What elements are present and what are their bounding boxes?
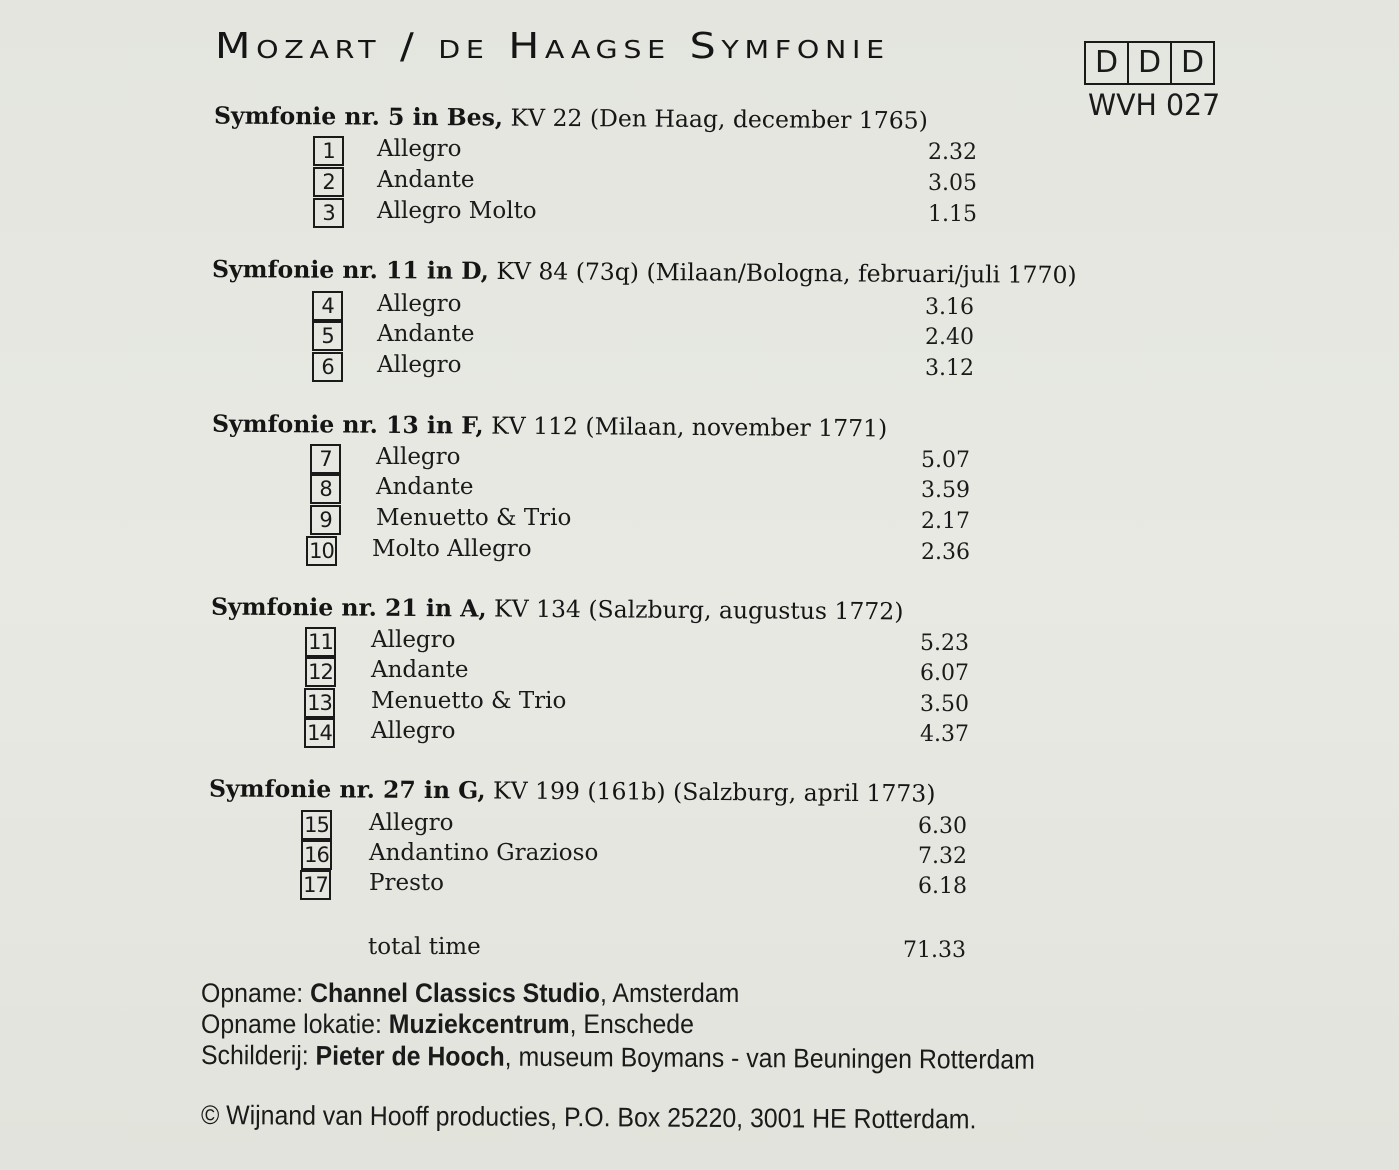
- ddd-letter-2: D: [1127, 43, 1170, 83]
- copyright-line: © Wijnand van Hooff producties, P.O. Box 25220, 3001 HE Rotterdam.: [200, 1100, 977, 1135]
- symphony-heading: [211, 593, 904, 626]
- track-row: [305, 626, 975, 656]
- track-row: [305, 656, 975, 686]
- track-row: [313, 135, 983, 165]
- movement-title: Menuetto & Trio: [376, 505, 572, 531]
- track-row: [312, 290, 982, 320]
- symphony-heading-bold: Symfonie nr. 13 in F,: [211, 409, 484, 440]
- track-number: 9: [310, 505, 341, 535]
- track-row: [300, 869, 971, 899]
- track-duration: 6.30: [918, 814, 967, 839]
- track-number: 6: [312, 352, 343, 382]
- movement-title: Allegro: [377, 136, 462, 162]
- symphony-heading-rest: KV 22 (Den Haag, december 1765): [502, 103, 928, 135]
- track-duration: 3.05: [928, 171, 977, 196]
- track-number: 14: [304, 718, 335, 748]
- track-duration: 2.17: [921, 509, 970, 534]
- movement-title: Allegro: [371, 627, 456, 653]
- track-duration: 1.15: [928, 202, 977, 227]
- symphony-heading: [214, 102, 928, 135]
- track-duration: 2.36: [921, 540, 970, 565]
- track-number: 17: [300, 870, 331, 900]
- track-row: [310, 504, 980, 534]
- movement-title: Andantino Grazioso: [369, 840, 599, 866]
- track-row: [312, 320, 982, 350]
- track-number: 4: [312, 291, 343, 321]
- symphony-heading-rest: KV 199 (161b) (Salzburg, april 1773): [485, 776, 936, 808]
- movement-title: Andante: [371, 657, 469, 683]
- movement-title: Allegro: [377, 291, 462, 317]
- movement-title: Allegro Molto: [377, 198, 537, 224]
- symphony-heading-bold: Symfonie nr. 5 in Bes,: [213, 101, 504, 132]
- track-duration: 3.16: [925, 295, 974, 320]
- track-duration: 3.59: [921, 478, 970, 503]
- movement-title: Allegro: [369, 810, 454, 836]
- movement-title: Andante: [377, 167, 475, 193]
- track-duration: 5.23: [920, 631, 969, 656]
- symphony-heading: [212, 255, 1077, 289]
- track-duration: 3.50: [920, 692, 969, 717]
- track-number: 10: [306, 536, 337, 566]
- track-number: 12: [305, 657, 336, 687]
- movement-title: Menuetto & Trio: [371, 688, 567, 714]
- catalog-number: WVH 027: [1088, 88, 1221, 122]
- credit-rest: , Enschede: [569, 1009, 694, 1039]
- ddd-letter-3: D: [1170, 43, 1213, 83]
- symphony-heading: [212, 410, 887, 443]
- track-number: 1: [313, 136, 344, 166]
- track-number: 15: [301, 810, 332, 840]
- track-row: [301, 839, 971, 869]
- track-number: 11: [305, 627, 336, 657]
- credit-label: Opname lokatie:: [201, 1009, 389, 1039]
- credit-bold: Pieter de Hooch: [315, 1040, 505, 1072]
- track-duration: 5.07: [921, 448, 970, 473]
- credit-recording: [201, 978, 739, 1009]
- track-row: [304, 717, 975, 747]
- track-row: [312, 351, 982, 381]
- credit-rest: , Amsterdam: [599, 978, 740, 1008]
- symphony-heading-rest: KV 84 (73q) (Milaan/Bologna, februari/juli 1770): [488, 256, 1077, 290]
- track-number: 2: [313, 167, 344, 197]
- movement-title: Presto: [369, 870, 444, 896]
- track-number: 5: [312, 321, 343, 351]
- track-duration: 2.32: [928, 140, 977, 165]
- track-row: [306, 535, 980, 565]
- track-duration: 2.40: [925, 325, 974, 350]
- track-row: [313, 197, 983, 227]
- movement-title: Allegro: [377, 352, 462, 378]
- movement-title: Andante: [377, 321, 475, 347]
- page-title: Mozart / de Haagse Symfonie: [215, 26, 890, 67]
- movement-title: Allegro: [371, 718, 456, 744]
- symphony-heading-rest: KV 112 (Milaan, november 1771): [483, 411, 888, 443]
- track-row: [313, 166, 983, 196]
- credit-rest: , museum Boymans - van Beuningen Rotterdam: [504, 1041, 1035, 1075]
- credit-label: Opname:: [201, 978, 311, 1008]
- track-number: 3: [313, 198, 344, 228]
- track-row: [304, 687, 975, 717]
- credit-location: [201, 1009, 694, 1040]
- movement-title: Molto Allegro: [372, 536, 532, 562]
- track-number: 8: [310, 474, 341, 504]
- symphony-heading: [209, 774, 936, 807]
- track-row: [310, 473, 980, 503]
- ddd-recording-badge: [1084, 41, 1215, 85]
- credit-label: Schilderij:: [200, 1040, 316, 1071]
- movement-title: Allegro: [376, 444, 461, 470]
- symphony-heading-bold: Symfonie nr. 11 in D,: [211, 254, 490, 285]
- track-duration: 3.12: [925, 356, 974, 381]
- track-duration: 4.37: [920, 722, 969, 747]
- movement-title: Andante: [376, 474, 474, 500]
- credit-painting: [201, 1040, 1035, 1076]
- track-number: 7: [310, 444, 341, 474]
- track-row: [301, 809, 971, 839]
- track-number: 16: [301, 840, 332, 870]
- ddd-letter-1: D: [1094, 45, 1119, 80]
- credit-bold: Channel Classics Studio: [310, 978, 600, 1008]
- symphony-heading-bold: Symfonie nr. 27 in G,: [208, 774, 486, 805]
- track-duration: 6.18: [918, 874, 967, 899]
- credit-bold: Muziekcentrum: [388, 1009, 570, 1039]
- track-duration: 6.07: [920, 661, 969, 686]
- symphony-heading-rest: KV 134 (Salzburg, augustus 1772): [486, 594, 904, 626]
- track-row: [310, 443, 980, 473]
- symphony-heading-bold: Symfonie nr. 21 in A,: [210, 592, 487, 623]
- track-duration: 7.32: [918, 844, 967, 869]
- total-time-value: 71.33: [903, 938, 966, 963]
- total-time-label: total time: [368, 934, 481, 960]
- track-number: 13: [304, 688, 335, 718]
